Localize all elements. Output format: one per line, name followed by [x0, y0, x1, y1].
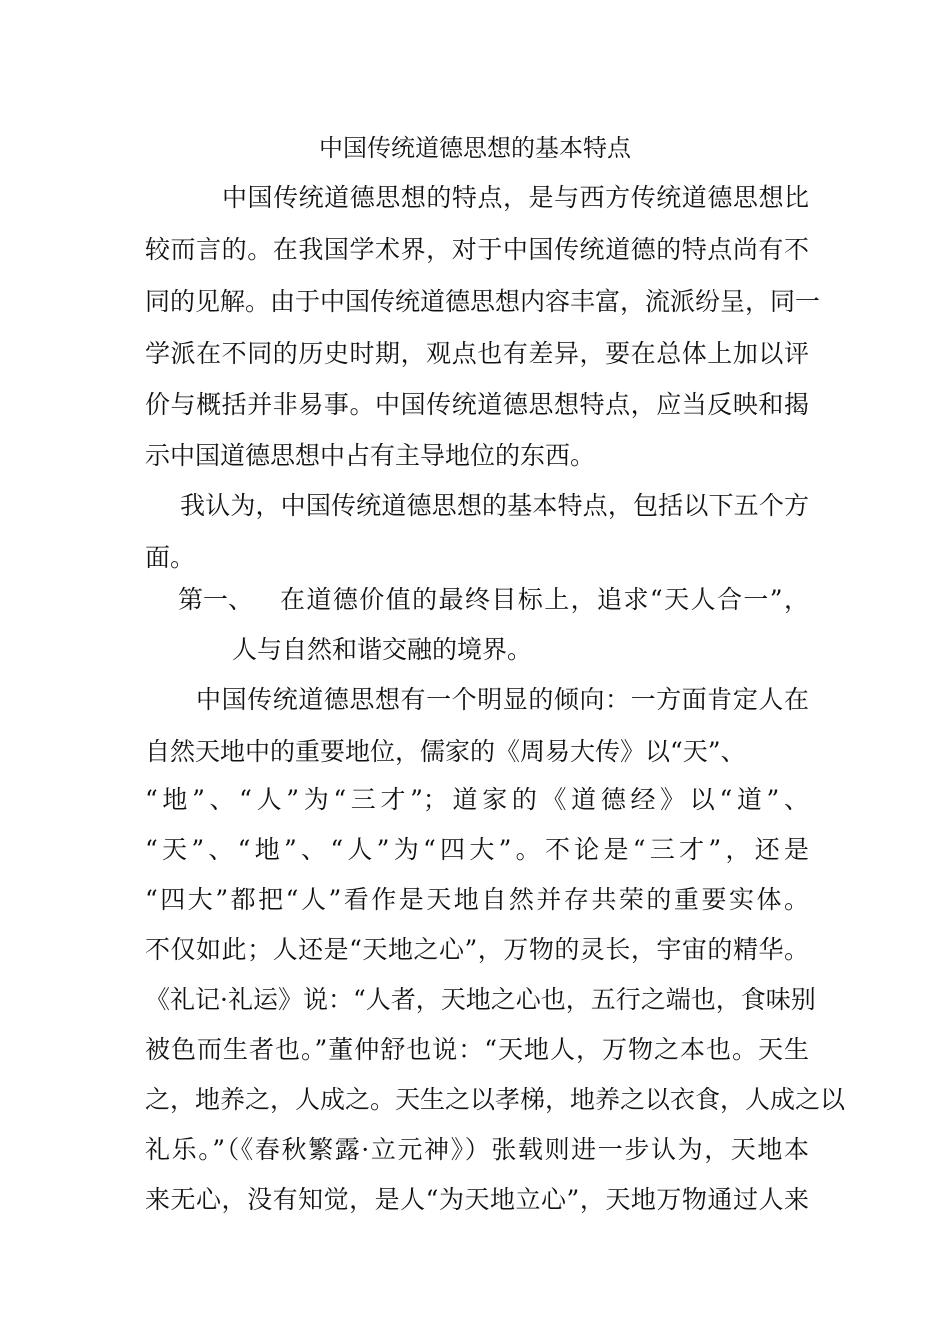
text-line: 之，地养之，人成之。天生之以孝梯，地养之以衣食，人成之以 [145, 1085, 846, 1114]
text-line: “地”、“人”为“三才”；道家的《道德经》以“道”、 [145, 785, 809, 814]
text-line: “天”、“地”、“人”为“四大”。不论是“三才”，还是 [145, 835, 809, 864]
text-line: 较而言的。在我国学术界，对于中国传统道德的特点尚有不 [145, 235, 809, 264]
heading-text-line: 人与自然和谐交融的境界。 [232, 635, 533, 664]
text-line: 《礼记·礼运》说：“人者，天地之心也，五行之端也，食味别 [145, 985, 816, 1014]
text-line: 示中国道德思想中占有主导地位的东西。 [145, 441, 596, 470]
text-line: 价与概括并非易事。中国传统道德思想特点，应当反映和揭 [145, 390, 809, 419]
text-line: 自然天地中的重要地位，儒家的《周易大传》以“天”、 [145, 737, 746, 766]
heading-number: 第一、 [178, 585, 254, 614]
text-line: 面。 [145, 543, 196, 572]
document-title: 中国传统道德思想的基本特点 [319, 134, 631, 162]
text-line: “四大”都把“人”看作是天地自然并存共荣的重要实体。 [145, 885, 809, 914]
text-line: 被色而生者也。”董仲舒也说：“天地人，万物之本也。天生 [145, 1035, 809, 1064]
text-line: 同的见解。由于中国传统道德思想内容丰富，流派纷呈，同一 [145, 287, 821, 316]
text-line: 中国传统道德思想的特点，是与西方传统道德思想比 [222, 183, 809, 212]
text-line: 我认为，中国传统道德思想的基本特点，包括以下五个方 [180, 491, 809, 520]
text-line: 礼乐。”（《春秋繁露·立元神》）张载则进一步认为，天地本 [145, 1135, 809, 1164]
text-line: 不仅如此；人还是“天地之心”，万物的灵长，宇宙的精华。 [145, 935, 809, 964]
text-line: 学派在不同的历史时期，观点也有差异，要在总体上加以评 [145, 339, 809, 368]
text-line: 中国传统道德思想有一个明显的倾向：一方面肯定人在 [196, 685, 809, 714]
heading-text-line: 在道德价值的最终目标上，追求“天人合一”， [280, 585, 809, 614]
text-line: 来无心，没有知觉，是人“为天地立心”，天地万物通过人来 [145, 1185, 809, 1214]
